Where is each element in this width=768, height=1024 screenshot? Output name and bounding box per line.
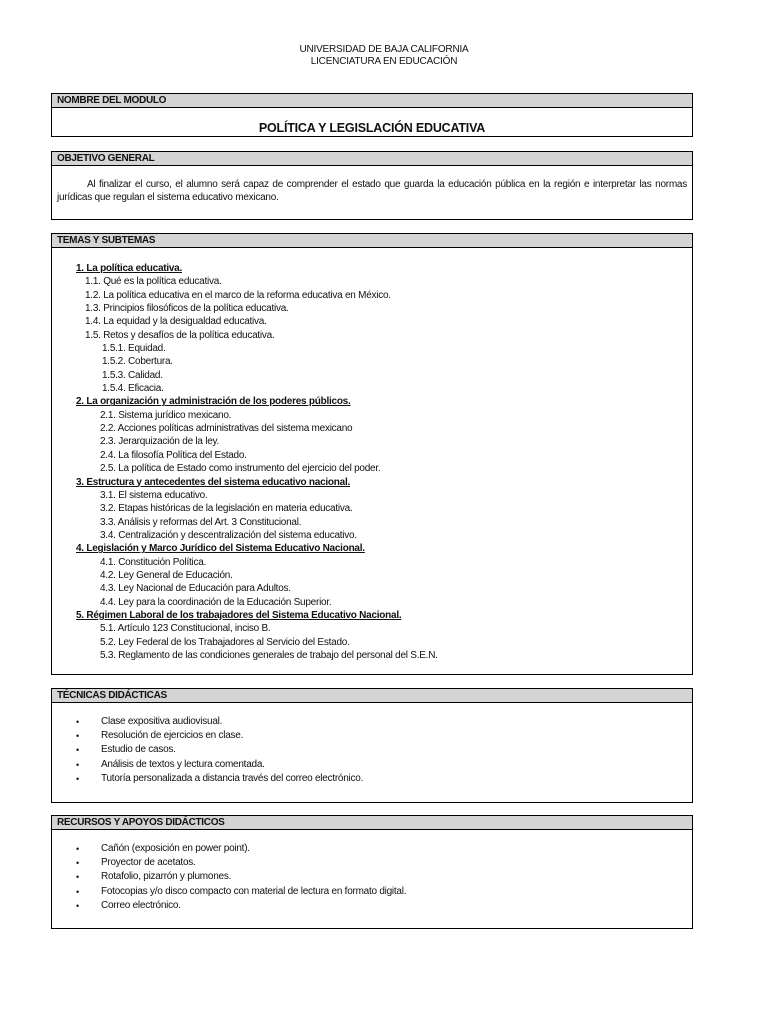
list-item: • Resolución de ejercicios en clase.	[52, 729, 692, 743]
list-item: • Rotafolio, pizarrón y plumones.	[52, 870, 692, 884]
list-item: • Clase expositiva audiovisual.	[52, 715, 692, 729]
techniques-list	[52, 703, 692, 786]
subtopic-item: 2.4. La filosofía Política del Estado.	[100, 449, 247, 461]
subtopic-item: 1.5.2. Cobertura.	[102, 356, 173, 368]
resources-section	[51, 815, 693, 929]
topic-heading: 2. La organización y administración de los poderes públicos.	[76, 396, 351, 408]
topic-heading: 4. Legislación y Marco Jurídico del Sistema Educativo Nacional.	[76, 543, 365, 555]
program-name: LICENCIATURA EN EDUCACIÓN	[310, 56, 458, 67]
bullet-icon: •	[76, 773, 79, 784]
objective-section	[51, 151, 693, 220]
module-title: POLÍTICA Y LEGISLACIÓN EDUCATIVA	[258, 121, 486, 135]
bullet-icon: •	[76, 745, 79, 756]
topics-list	[52, 248, 692, 662]
module-name-label: NOMBRE DEL MODULO	[52, 94, 692, 108]
subtopic-item: 5.3. Reglamento de las condiciones generales de trabajo del personal del S.E.N.	[100, 649, 438, 661]
subtopic-item: 1.1. Qué es la política educativa.	[85, 276, 222, 288]
subtopic-item: 4.4. Ley para la coordinación de la Educación Superior.	[100, 596, 332, 608]
subtopic-item: 2.3. Jerarquización de la ley.	[100, 436, 220, 448]
topics-section	[51, 233, 693, 675]
bullet-icon: •	[76, 872, 79, 883]
topic-heading: 5. Régimen Laboral de los trabajadores del Sistema Educativo Nacional.	[76, 609, 402, 621]
subtopic-item: 4.1. Constitución Política.	[100, 556, 207, 568]
subtopic-item: 3.4. Centralización y descentralización del sistema educativo.	[100, 529, 357, 541]
subtopic-item: 1.5.4. Eficacia.	[102, 383, 164, 395]
subtopic-item: 1.2. La política educativa en el marco de la reforma educativa en México.	[85, 289, 391, 301]
bullet-icon: •	[76, 844, 79, 854]
subtopic-item: 1.3. Principios filosóficos de la política educativa.	[85, 303, 289, 315]
bullet-icon: •	[76, 731, 79, 742]
subtopic-item: 1.5.3. Calidad.	[102, 369, 163, 381]
list-item: • Correo electrónico.	[52, 899, 692, 913]
techniques-label: TÉCNICAS DIDÁCTICAS	[52, 689, 692, 703]
objective-label: OBJETIVO GENERAL	[52, 152, 692, 166]
topics-label: TEMAS Y SUBTEMAS	[52, 234, 692, 248]
objective-text: Al finalizar el curso, el alumno será capaz de comprender el estado que guarda la educación pública en la región e interpretar las normas jurídicas que regulan el sistema educativo mexicano.	[57, 179, 687, 203]
list-item: • Estudio de casos.	[52, 743, 692, 757]
subtopic-item: 1.4. La equidad y la desigualdad educativa.	[85, 316, 267, 328]
subtopic-item: 1.5.1. Equidad.	[102, 343, 166, 355]
subtopic-item: 2.2. Acciones políticas administrativas del sistema mexicano	[100, 423, 353, 435]
bullet-icon: •	[76, 717, 79, 727]
bullet-icon: •	[76, 759, 79, 770]
resources-list	[52, 830, 692, 913]
list-item: • Cañón (exposición en power point).	[52, 842, 692, 856]
university-name: UNIVERSIDAD DE BAJA CALIFORNIA	[299, 44, 469, 55]
techniques-section	[51, 688, 693, 803]
bullet-icon: •	[76, 886, 79, 897]
list-item: • Proyector de acetatos.	[52, 856, 692, 870]
subtopic-item: 5.1. Artículo 123 Constitucional, inciso B.	[100, 623, 271, 635]
subtopic-item: 1.5. Retos y desafíos de la política educativa.	[85, 329, 275, 341]
subtopic-item: 2.1. Sistema jurídico mexicano.	[100, 409, 232, 421]
document-header	[0, 44, 768, 68]
list-item: • Tutoría personalizada a distancia través del correo electrónico.	[52, 772, 692, 786]
topic-heading: 1. La política educativa.	[76, 263, 183, 274]
topic-heading: 3. Estructura y antecedentes del sistema educativo nacional.	[76, 476, 350, 488]
bullet-icon: •	[76, 858, 79, 869]
module-name-section	[51, 93, 693, 137]
subtopic-item: 5.2. Ley Federal de los Trabajadores al Servicio del Estado.	[100, 636, 350, 648]
resources-label: RECURSOS Y APOYOS DIDÁCTICOS	[52, 816, 692, 830]
subtopic-item: 4.2. Ley General de Educación.	[100, 569, 233, 581]
subtopic-item: 3.1. El sistema educativo.	[100, 489, 208, 501]
subtopic-item: 2.5. La política de Estado como instrumento del ejercicio del poder.	[100, 463, 381, 475]
list-item: • Fotocopias y/o disco compacto con material de lectura en formato digital.	[52, 885, 692, 899]
list-item: • Análisis de textos y lectura comentada.	[52, 758, 692, 772]
bullet-icon: •	[76, 900, 79, 911]
subtopic-item: 3.3. Análisis y reformas del Art. 3 Constitucional.	[100, 516, 302, 528]
subtopic-item: 3.2. Etapas históricas de la legislación en materia educativa.	[100, 503, 353, 515]
subtopic-item: 4.3. Ley Nacional de Educación para Adultos.	[100, 583, 291, 595]
